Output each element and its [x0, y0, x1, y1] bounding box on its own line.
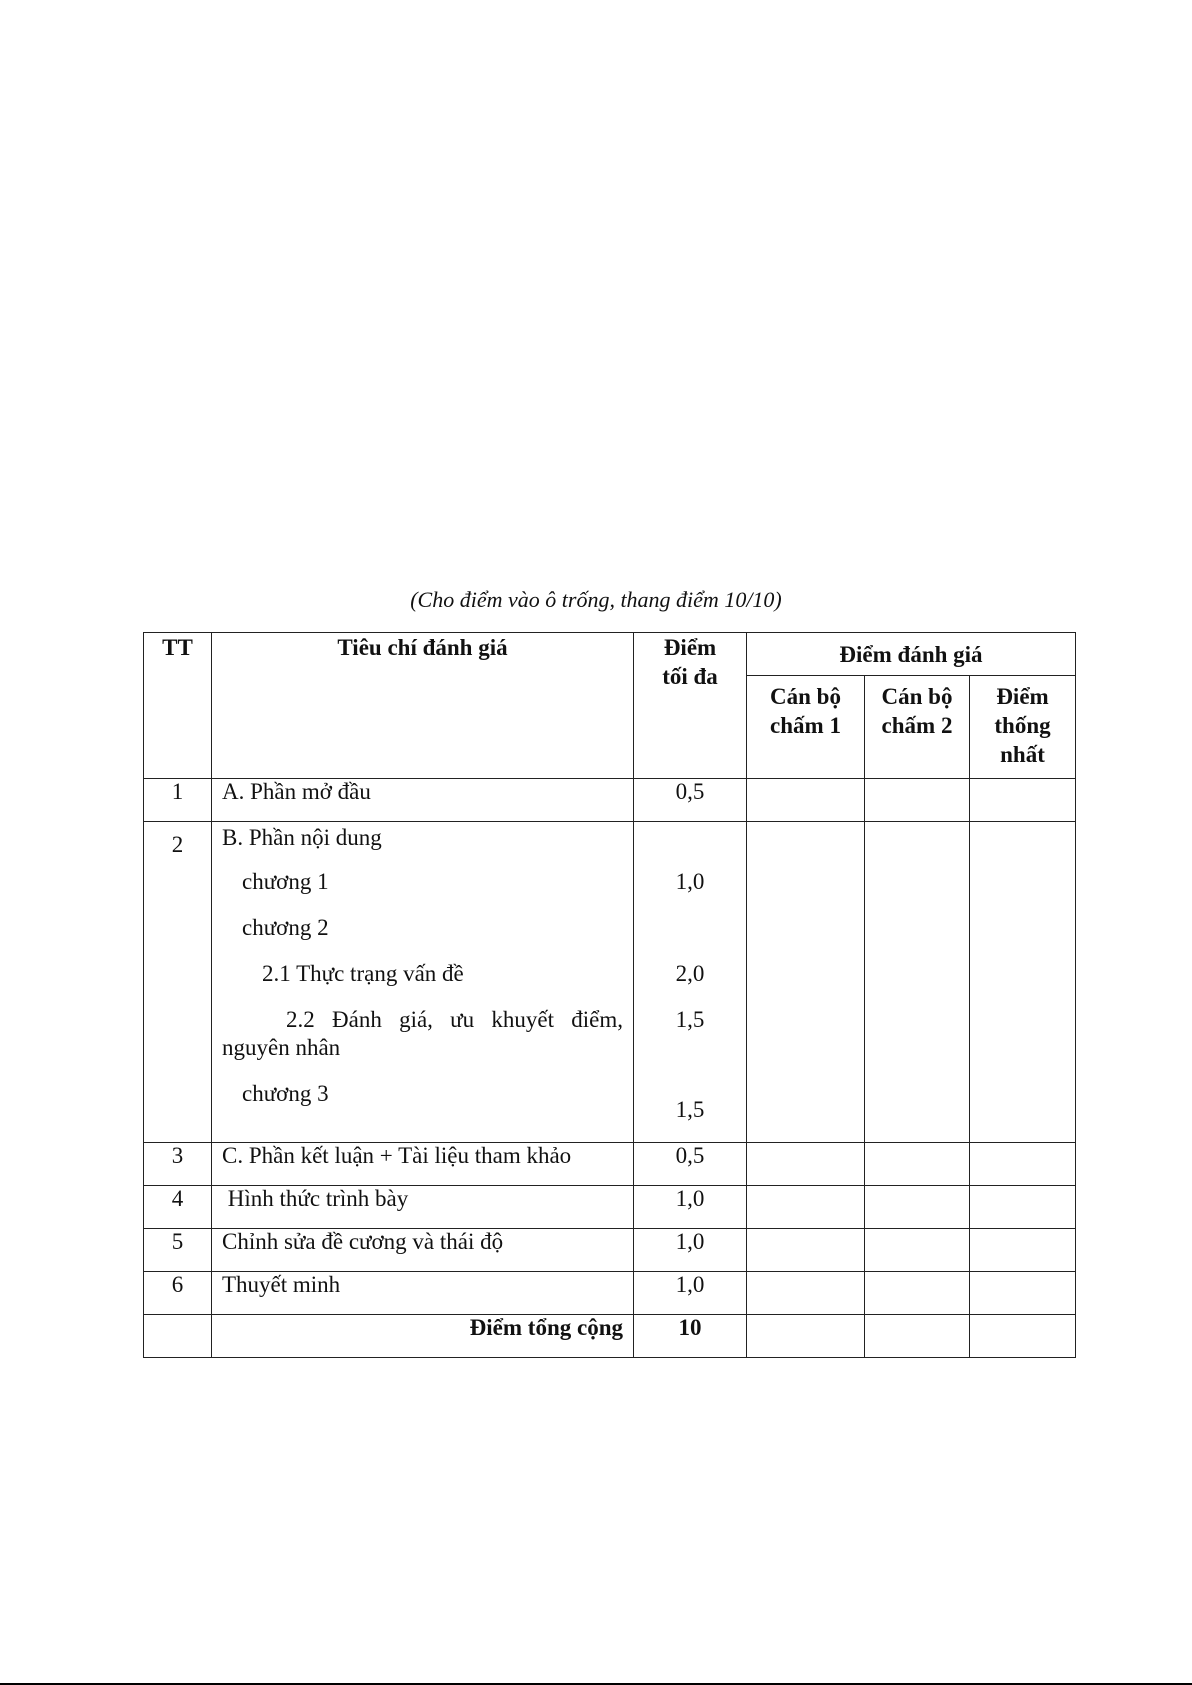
header-max-line2: tối đa: [662, 664, 718, 689]
total-label: Điểm tổng cộng: [212, 1315, 634, 1358]
grader-1-score-cell[interactable]: [747, 1272, 865, 1315]
row-max-score: 0,5: [634, 1143, 747, 1186]
subitem-max-score: 2,0: [675, 961, 705, 986]
header-grader-1-line1: Cán bộ: [770, 684, 841, 709]
header-agreed-line1: Điểm: [996, 684, 1049, 709]
subitem-label: chương 1: [242, 869, 329, 894]
table-row: [144, 779, 1076, 822]
grader-2-score-cell[interactable]: [865, 779, 970, 822]
row-criteria: A. Phần mở đầu: [212, 779, 634, 822]
agreed-score-cell[interactable]: [970, 779, 1076, 822]
header-grader-2-line2: chấm 2: [881, 713, 953, 738]
total-row: [144, 1315, 1076, 1358]
grader-2-score-cell[interactable]: [865, 822, 970, 1143]
table-row: [144, 822, 1076, 1143]
subitem-max-score: [634, 914, 746, 960]
header-grader-2: [865, 676, 970, 779]
subitem-label: 2.2 Đánh giá, ưu khuyết điểm, nguyên nhân: [222, 1007, 623, 1060]
row-criteria: Hình thức trình bày: [212, 1186, 634, 1229]
row-max-score: [634, 822, 747, 1143]
total-tt-cell: [144, 1315, 212, 1358]
table-row: [144, 1229, 1076, 1272]
grader-1-score-cell[interactable]: [747, 1229, 865, 1272]
grader-2-score-cell[interactable]: [865, 1186, 970, 1229]
row-max-score: 0,5: [634, 779, 747, 822]
subitem-max-score: 1,0: [675, 869, 705, 894]
agreed-score-cell[interactable]: [970, 1229, 1076, 1272]
agreed-score-cell[interactable]: [970, 822, 1076, 1143]
grader-1-score-cell[interactable]: [747, 779, 865, 822]
subitem-max-score: 1,5: [675, 1007, 705, 1032]
row-tt: 6: [144, 1272, 212, 1315]
header-evaluation: Điểm đánh giá: [747, 633, 1076, 676]
grader-1-total-cell[interactable]: [747, 1315, 865, 1358]
grader-1-score-cell[interactable]: [747, 822, 865, 1143]
total-max-score: 10: [634, 1315, 747, 1358]
row-tt: 1: [144, 779, 212, 822]
subitem-max-score: 1,5: [675, 1097, 705, 1122]
row-criteria: Thuyết minh: [212, 1272, 634, 1315]
scoring-note: (Cho điểm vào ô trống, thang điểm 10/10): [410, 587, 782, 612]
grader-2-score-cell[interactable]: [865, 1143, 970, 1186]
header-max-score: [634, 633, 747, 779]
header-grader-2-line1: Cán bộ: [881, 684, 953, 709]
row-tt: 2: [144, 822, 212, 1143]
header-row-1: [144, 633, 1076, 676]
agreed-score-cell[interactable]: [970, 1272, 1076, 1315]
row-tt: 4: [144, 1186, 212, 1229]
grader-1-score-cell[interactable]: [747, 1186, 865, 1229]
subitem-label: chương 2: [242, 915, 329, 940]
table-row: [144, 1143, 1076, 1186]
header-grader-1-line2: chấm 1: [770, 713, 841, 738]
row-max-score: 1,0: [634, 1272, 747, 1315]
grader-2-score-cell[interactable]: [865, 1272, 970, 1315]
header-agreed-line3: nhất: [1000, 742, 1045, 767]
header-agreed-line2: thống: [994, 713, 1051, 738]
agreed-total-cell[interactable]: [970, 1315, 1076, 1358]
row-tt: 3: [144, 1143, 212, 1186]
agreed-score-cell[interactable]: [970, 1186, 1076, 1229]
grader-2-total-cell[interactable]: [865, 1315, 970, 1358]
row-max-score: 1,0: [634, 1229, 747, 1272]
header-criteria: Tiêu chí đánh giá: [212, 633, 634, 779]
row-tt: 5: [144, 1229, 212, 1272]
row-criteria: C. Phần kết luận + Tài liệu tham khảo: [212, 1143, 634, 1186]
agreed-score-cell[interactable]: [970, 1143, 1076, 1186]
subitem-label: chương 3: [242, 1081, 329, 1106]
header-agreed-score: [970, 676, 1076, 779]
evaluation-table: [143, 632, 1076, 1358]
header-max-line1: Điểm: [663, 635, 717, 660]
header-grader-1: [747, 676, 865, 779]
section-title: B. Phần nội dung: [222, 825, 382, 850]
header-tt: TT: [144, 633, 212, 779]
grader-1-score-cell[interactable]: [747, 1143, 865, 1186]
subitem-label: 2.1 Thực trạng vấn đề: [262, 961, 464, 986]
row-criteria: [212, 822, 634, 1143]
table-row: [144, 1272, 1076, 1315]
row-max-score: 1,0: [634, 1186, 747, 1229]
row-criteria: Chỉnh sửa đề cương và thái độ: [212, 1229, 634, 1272]
grader-2-score-cell[interactable]: [865, 1229, 970, 1272]
table-row: [144, 1186, 1076, 1229]
